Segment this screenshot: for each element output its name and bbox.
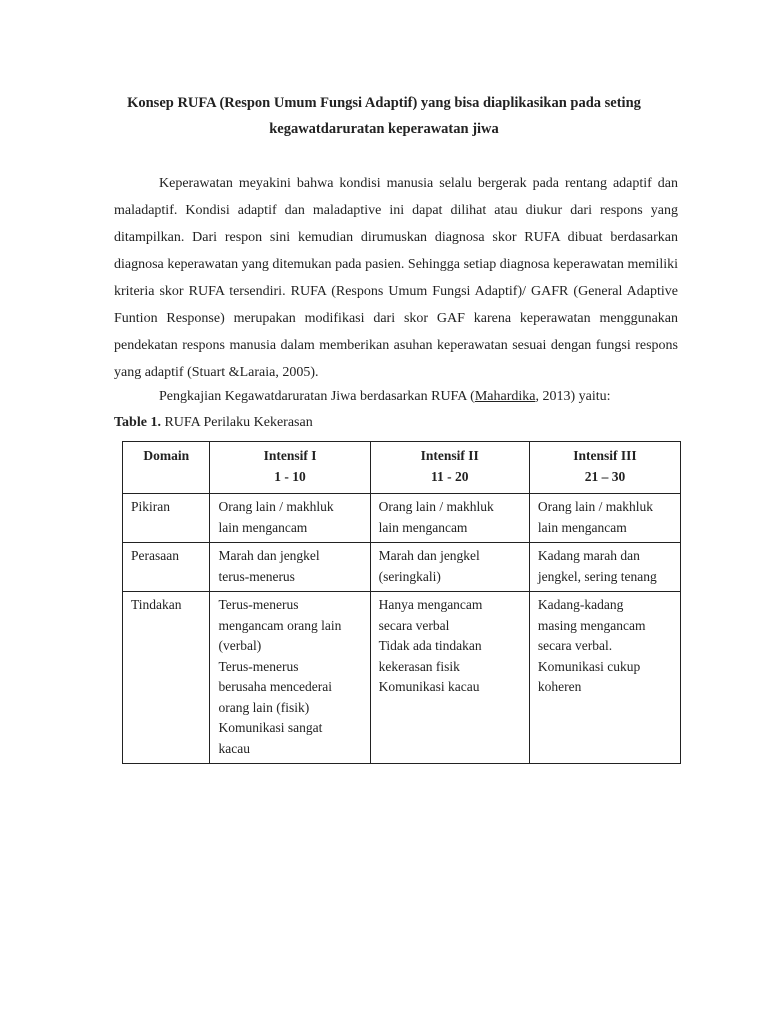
citation-author: Mahardika	[474, 389, 536, 404]
cell-intensif-1: Orang lain / makhluk lain mengancam	[210, 494, 370, 543]
cell-domain: Perasaan	[123, 543, 210, 592]
body-paragraph-2	[114, 383, 678, 410]
body-paragraph-1: Keperawatan meyakini bahwa kondisi manusia selalu bergerak pada rentang adaptif dan maladaptif. Kondisi adaptif dan maladaptive ini dapat dilihat atau diukur dari respons yang ditampilkan. Dari respon sini kemudian dirumuskan diagnosa skor RUFA dibuat berdasarkan diagnosa keperawatan yang ditemukan pada pasien. Sehingga setiap diagnosa keperawatan memiliki kriteria skor RUFA tersendiri. RUFA (Respons Umum Fungsi Adaptif)/ GAFR (General Adaptive Funtion Response) merupakan modifikasi dari skor GAF karena keperawatan menggunakan pendekatan respons manusia dalam memberikan asuhan keperawatan sesuai dengan fungsi respons yang adaptif (Stuart &Laraia, 2005).	[114, 176, 678, 380]
cell-intensif-2: Orang lain / makhluk lain mengancam	[370, 494, 529, 543]
cell-domain: Tindakan	[123, 592, 210, 764]
cell-domain: Pikiran	[123, 494, 210, 543]
title-line-2: kegawatdaruratan keperawatan jiwa	[269, 121, 499, 137]
cell-intensif-1: Terus-menerus mengancam orang lain (verbal) Terus-menerus berusaha mencederai orang lain (fisik) Komunikasi sangat kacau	[210, 592, 370, 764]
header-intensif-2: Intensif II 11 - 20	[370, 442, 529, 494]
title-line-1: Konsep RUFA (Respon Umum Fungsi Adaptif) yang bisa diaplikasikan pada seting	[127, 95, 641, 111]
table-caption	[114, 411, 313, 435]
table-row-perasaan	[123, 543, 681, 592]
table-caption-text: RUFA Perilaku Kekerasan	[160, 415, 313, 430]
paragraph-2-text-after: , 2013) yaitu:	[535, 389, 611, 404]
cell-intensif-2: Marah dan jengkel (seringkali)	[370, 543, 529, 592]
table-row-tindakan	[123, 592, 681, 764]
table-row-pikiran	[123, 494, 681, 543]
cell-intensif-3: Kadang marah dan jengkel, sering tenang	[529, 543, 680, 592]
header-domain: Domain	[123, 442, 210, 494]
paragraph-2-text-before: Pengkajian Kegawatdaruratan Jiwa berdasarkan RUFA (	[159, 389, 475, 404]
rufa-table	[122, 441, 681, 764]
table-header-row	[123, 442, 681, 494]
header-intensif-1: Intensif I 1 - 10	[210, 442, 370, 494]
cell-intensif-3: Orang lain / makhluk lain mengancam	[529, 494, 680, 543]
document-title	[100, 90, 668, 142]
cell-intensif-2: Hanya mengancam secara verbal Tidak ada tindakan kekerasan fisik Komunikasi kacau	[370, 592, 529, 764]
cell-intensif-3: Kadang-kadang masing mengancam secara verbal. Komunikasi cukup koheren	[529, 592, 680, 764]
header-intensif-3: Intensif III 21 – 30	[529, 442, 680, 494]
table-caption-label: Table 1.	[114, 415, 161, 430]
cell-intensif-1: Marah dan jengkel terus-menerus	[210, 543, 370, 592]
